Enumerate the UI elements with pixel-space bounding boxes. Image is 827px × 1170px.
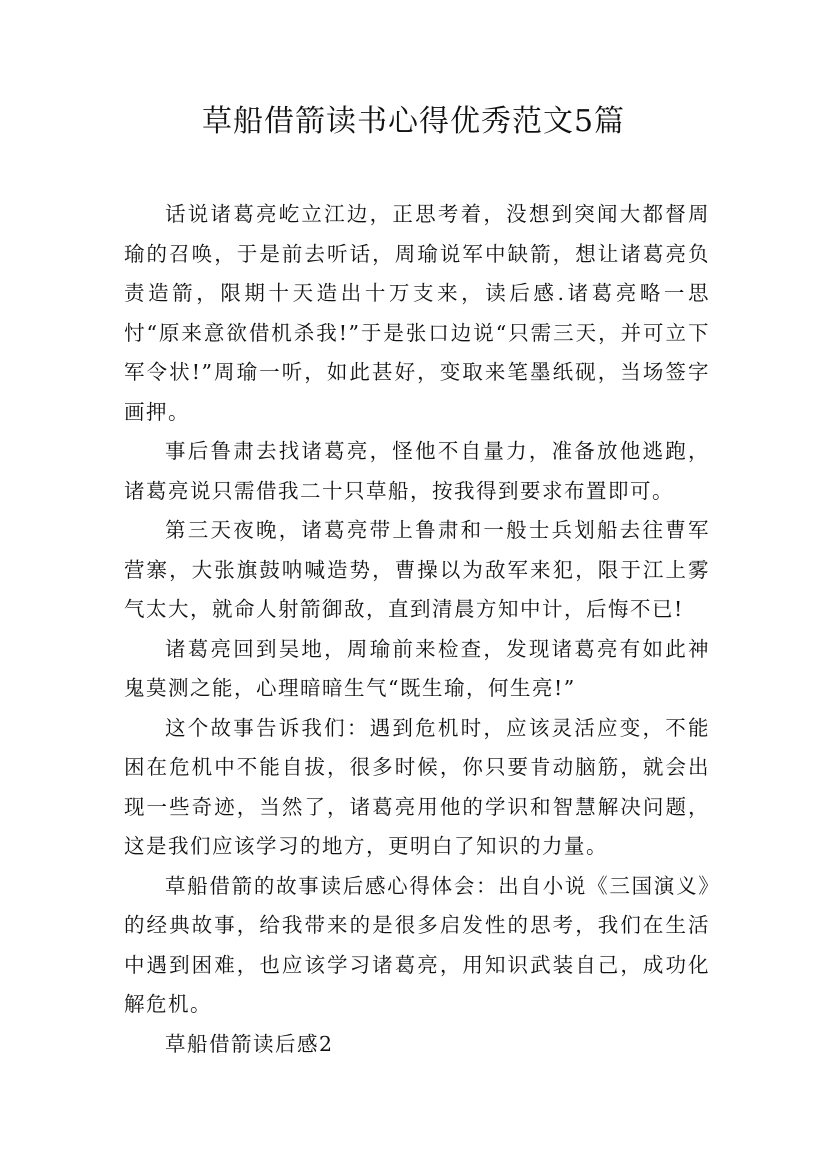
document-title: 草船借箭读书心得优秀范文5篇: [201, 104, 626, 139]
document-body: [124, 195, 710, 1064]
paragraph: 草船借箭的故事读后感心得体会：出自小说《三国演义》的经典故事，给我带来的是很多启发性的思考，我们在生活中遇到困难，也应该学习诸葛亮，用知识武装自己，成功化解危机。: [124, 873, 710, 1016]
section-heading: 草船借箭读后感2: [165, 1031, 334, 1056]
paragraph: 话说诸葛亮屹立江边，正思考着，没想到突闻大都督周瑜的召唤，于是前去听话，周瑜说军中缺箭，想让诸葛亮负责造箭，限期十天造出十万支来，读后感.诸葛亮略一思忖“原来意欲借机杀我!”于是张口边说“只需三天，并可立下军令状!”周瑜一听，如此甚好，变取来笔墨纸砚，当场签字画押。: [124, 202, 710, 424]
paragraph: 这个故事告诉我们：遇到危机时，应该灵活应变，不能困在危机中不能自拔，很多时候，你只要肯动脑筋，就会出现一些奇迹，当然了，诸葛亮用他的学识和智慧解决问题，这是我们应该学习的地方，更明白了知识的力量。: [124, 715, 710, 858]
paragraph: 诸葛亮回到吴地，周瑜前来检查，发现诸葛亮有如此神鬼莫测之能，心理暗暗生气“既生瑜，何生亮!”: [124, 636, 710, 700]
paragraph: 事后鲁肃去找诸葛亮，怪他不自量力，准备放他逃跑，诸葛亮说只需借我二十只草船，按我得到要求布置即可。: [124, 439, 710, 503]
paragraph: 第三天夜晚，诸葛亮带上鲁肃和一般士兵划船去往曹军营寨，大张旗鼓呐喊造势，曹操以为敌军来犯，限于江上雾气太大，就命人射箭御敌，直到清晨方知中计，后悔不已!: [124, 518, 710, 621]
